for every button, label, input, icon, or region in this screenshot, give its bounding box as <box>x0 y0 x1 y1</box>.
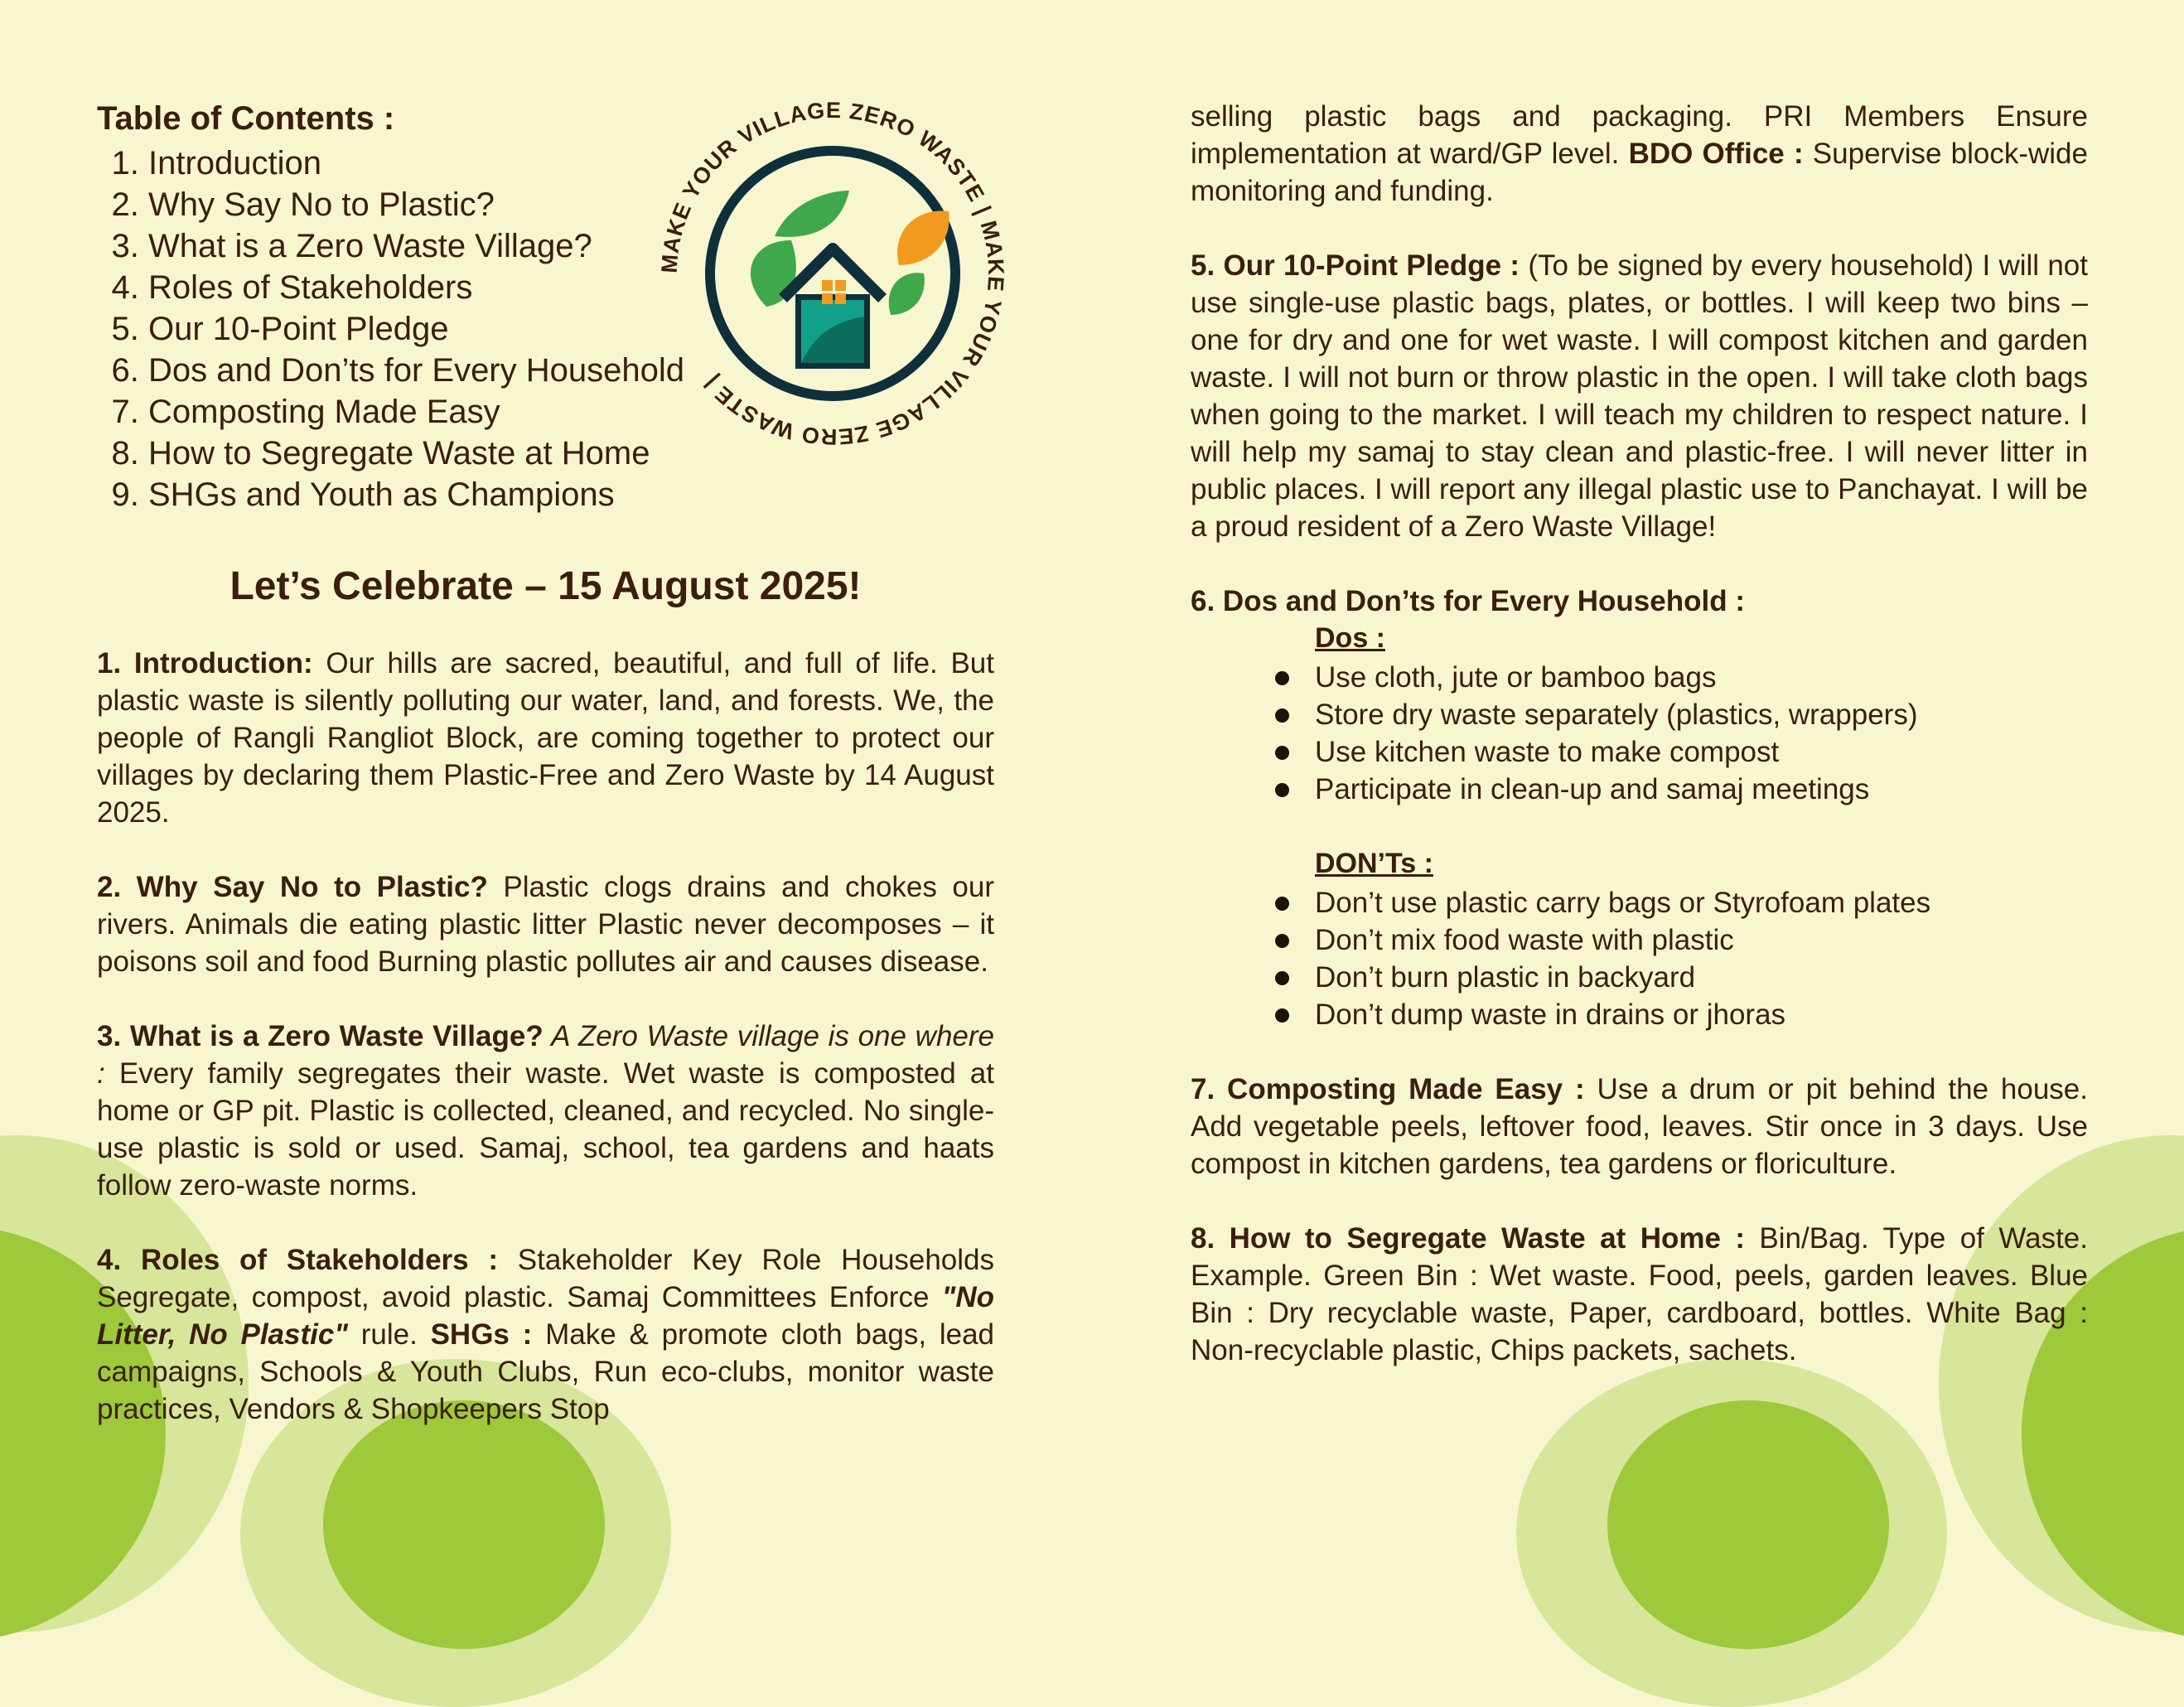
section-composting <box>1191 1071 2088 1182</box>
section-zero-waste-village <box>97 1018 994 1204</box>
toc-item: 4. Roles of Stakeholders <box>148 267 994 308</box>
section-body: Make & promote cloth bags, lead campaigns, Schools & Youth Clubs, Run eco-clubs, monitor waste practices, Vendors & Shopkeepers Stop <box>97 1318 994 1425</box>
section-heading: 2. Why Say No to Plastic? <box>97 871 488 903</box>
section-why-no-plastic <box>97 868 994 980</box>
section-body: Plastic clogs drains and chokes our rivers. Animals die eating plastic litter Plastic never decomposes – it poisons soil and food Burning plastic pollutes air and causes disease. <box>97 871 994 978</box>
toc-item: 7. Composting Made Easy <box>148 391 994 433</box>
section-body: selling plastic bags and packaging. PRI Members Ensure implementation at ward/GP level. <box>1191 100 2088 170</box>
list-item: Use cloth, jute or bamboo bags <box>1315 659 2088 696</box>
section-body: Our hills are sacred, beautiful, and full of life. But plastic waste is silently polluting our water, land, and forests. We, the people of Rangli Rangliot Block, are coming together to protect our villages by declaring them Plastic-Free and Zero Waste by 14 August 2025. <box>97 647 994 829</box>
toc-item: 1. Introduction <box>148 143 994 184</box>
section-roles <box>97 1241 994 1428</box>
section-introduction <box>97 645 994 831</box>
slogan-quote: "No Litter, No Plastic" <box>97 1281 994 1351</box>
section-body: Every family segregates their waste. Wet waste is composted at home or GP pit. Plastic is collected, cleaned, and recycled. No single-use plastic is sold or used. Samaj, school, tea gardens and haats follow zero-waste norms. <box>97 1057 994 1202</box>
bottom-blob-dark <box>1607 1400 1889 1649</box>
section-dos-donts <box>1191 583 2088 1071</box>
celebrate-heading: Let’s Celebrate – 15 August 2025! <box>230 564 862 608</box>
donts-label: DON’Ts : <box>1315 848 1433 879</box>
section-body: Use a drum or pit behind the house. Add vegetable peels, leftover food, leaves. Stir once in 3 days. Use compost in kitchen gardens, tea gardens or floriculture. <box>1191 1073 2088 1180</box>
list-item: Don’t mix food waste with plastic <box>1315 921 2088 959</box>
list-item: Don’t dump waste in drains or jhoras <box>1315 996 2088 1033</box>
toc-title: Table of Contents : <box>97 100 395 137</box>
list-item: Store dry waste separately (plastics, wrappers) <box>1315 696 2088 733</box>
toc-item: 2. Why Say No to Plastic? <box>148 184 994 225</box>
section-body: (To be signed by every household) I will not use single-use plastic bags, plates, or bottles. I will keep two bins – one for dry and one for wet waste. I will compost kitchen and garden waste. I will not burn or throw plastic in the open. I will take cloth bags when going to the market. I will teach my children to respect nature. I will help my samaj to stay clean and plastic-free. I will never litter in public places. I will report any illegal plastic use to Panchayat. I will be a proud resident of a Zero Waste Village! <box>1191 249 2088 543</box>
logo-ring-text: MAKE YOUR VILLAGE ZERO WASTE | MAKE YOUR VILLAGE ZERO WASTE | <box>659 99 1007 447</box>
section-body: Stakeholder Key Role Households Segregate, compost, avoid plastic. Samaj Committees Enforce <box>97 1244 994 1313</box>
section-heading: 5. Our 10-Point Pledge : <box>1191 249 1520 282</box>
list-item: Use kitchen waste to make compost <box>1315 733 2088 771</box>
zero-waste-logo <box>659 99 1007 447</box>
house-leaf-logo-icon <box>659 99 1007 447</box>
section-body: Supervise block-wide monitoring and funding. <box>1191 138 2088 207</box>
section-italic: A Zero Waste village is one where : <box>97 1020 994 1090</box>
toc-item: 9. SHGs and Youth as Champions <box>148 474 994 515</box>
section-heading: 7. Composting Made Easy : <box>1191 1073 1585 1105</box>
list-item: Don’t burn plastic in backyard <box>1315 959 2088 996</box>
toc-item: 6. Dos and Don’ts for Every Household <box>148 350 994 391</box>
shgs-label: SHGs : <box>430 1318 533 1351</box>
dos-label: Dos : <box>1315 622 1385 654</box>
bdo-label: BDO Office : <box>1628 138 1804 170</box>
section-heading: 8. How to Segregate Waste at Home : <box>1191 1222 1745 1255</box>
toc-item: 8. How to Segregate Waste at Home <box>148 433 994 474</box>
donts-list <box>1315 884 2088 1033</box>
section-heading: 4. Roles of Stakeholders : <box>97 1244 499 1276</box>
section-body: rule. <box>347 1318 431 1351</box>
section-heading: 1. Introduction: <box>97 647 313 679</box>
list-item: Don’t use plastic carry bags or Styrofoam plates <box>1315 884 2088 921</box>
toc-item: 5. Our 10-Point Pledge <box>148 308 994 350</box>
section-segregate <box>1191 1220 2088 1369</box>
section-heading: 3. What is a Zero Waste Village? <box>97 1020 544 1052</box>
dos-list <box>1315 659 2088 808</box>
toc-item: 3. What is a Zero Waste Village? <box>148 225 994 267</box>
section-roles-continued <box>1191 98 2088 210</box>
section-heading: 6. Dos and Don’ts for Every Household : <box>1191 585 1745 617</box>
right-column <box>1191 98 2088 1406</box>
section-pledge <box>1191 247 2088 545</box>
section-body: Bin/Bag. Type of Waste. Example. Green Bin : Wet waste. Food, peels, garden leaves. Blue Bin : Dry recyclable waste, Paper, cardboard, bottles. White Bag : Non-recyclable plastic, Chips packets, sachets. <box>1191 1222 2088 1366</box>
list-item: Participate in clean-up and samaj meetings <box>1315 771 2088 808</box>
